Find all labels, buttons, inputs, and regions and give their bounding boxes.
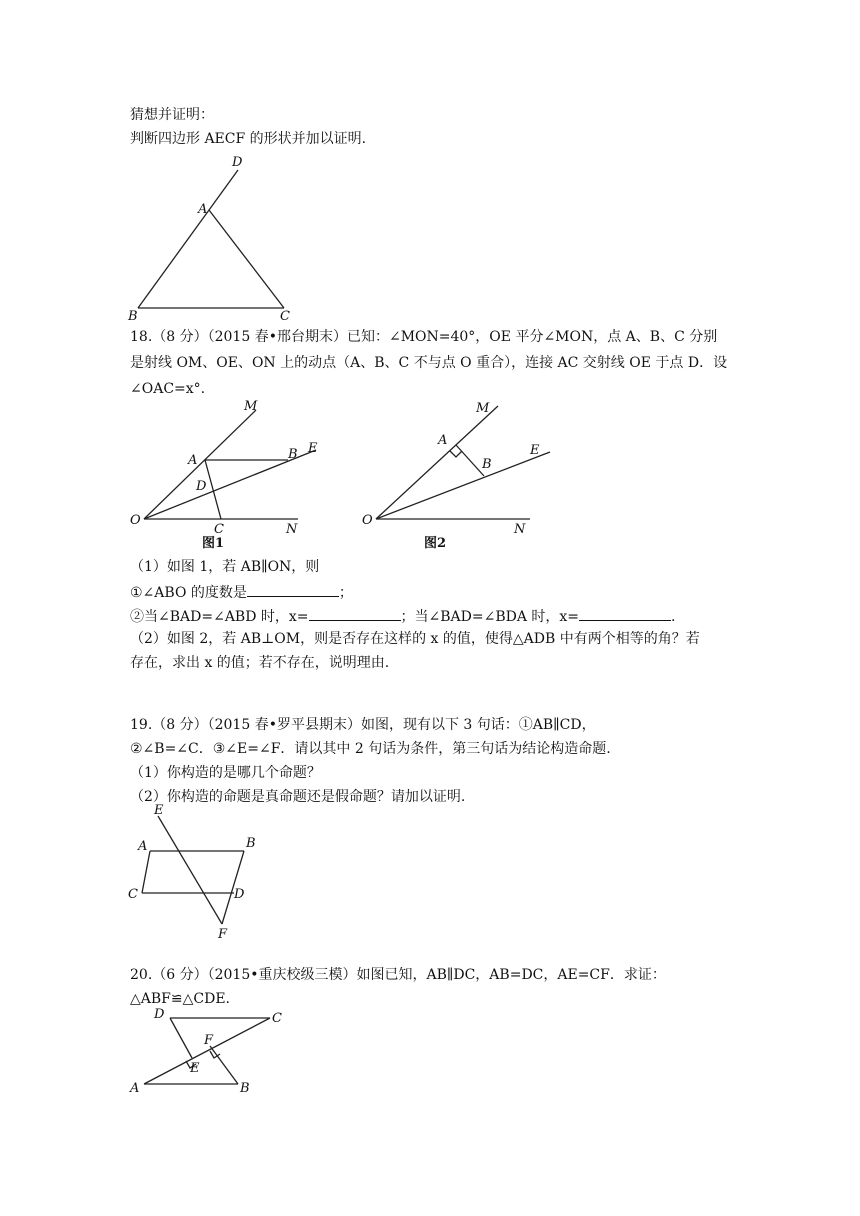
q19-figure xyxy=(124,802,274,944)
label-o: O xyxy=(362,513,373,528)
label-c: C xyxy=(280,309,290,322)
label-m: M xyxy=(244,399,258,414)
q18-intro2: 是射线 OM、OE、ON 上的动点（A、B、C 不与点 O 重合），连接 AC 交射线 OE 于点 D．设 xyxy=(130,355,728,371)
ray-bd xyxy=(138,170,238,308)
label-d: D xyxy=(154,1007,165,1022)
label-a: A xyxy=(188,453,198,468)
q18-part2b: 存在，求出 x 的值；若不存在，说明理由. xyxy=(130,655,390,671)
q18-part1a xyxy=(130,582,353,602)
segment-ab xyxy=(456,445,484,476)
label-f: F xyxy=(218,927,228,942)
label-e: E xyxy=(530,443,540,458)
label-a: A xyxy=(198,202,208,217)
label-m: M xyxy=(476,401,490,416)
label-o: O xyxy=(130,513,141,528)
label-c: C xyxy=(128,887,138,902)
q19-part1: （1）你构造的是哪几个命题？ xyxy=(130,765,321,781)
answer-blank-x1[interactable] xyxy=(309,606,401,621)
label-e: E xyxy=(308,441,318,456)
q18-figure-1 xyxy=(126,396,336,554)
label-a: A xyxy=(438,433,448,448)
label-b: B xyxy=(482,457,492,472)
q18-part1a-text: ①∠ABO 的度数是 xyxy=(130,585,247,601)
fig2-caption: 图2 xyxy=(424,536,447,551)
label-n: N xyxy=(286,522,298,537)
label-e: E xyxy=(190,1061,200,1076)
segment-fb xyxy=(210,1046,238,1084)
q19-intro1: 19.（8 分）（2015 春•罗平县期末）如图，现有以下 3 句话：①AB∥CD， xyxy=(130,717,596,733)
q19-intro2: ②∠B=∠C．③∠E=∠F．请以其中 2 句话为条件，第三句话为结论构造命题. xyxy=(130,741,611,757)
label-f: F xyxy=(204,1033,214,1048)
label-c: C xyxy=(272,1011,282,1026)
right-angle-mark xyxy=(450,451,462,457)
q20-figure xyxy=(124,1002,294,1098)
q18-part1b-mid: ；当∠BAD=∠BDA 时，x= xyxy=(400,609,580,625)
q19-part2: （2）你构造的命题是真命题还是假命题？请加以证明. xyxy=(130,789,466,805)
label-b: B xyxy=(128,309,138,322)
segment-ac xyxy=(142,851,150,893)
label-n: N xyxy=(514,522,526,537)
label-a: A xyxy=(138,839,148,854)
q20-intro1: 20.（6 分）（2015•重庆校级三模）如图已知，AB∥DC，AB=DC，AE=CF．求证： xyxy=(130,967,666,983)
answer-blank-x2[interactable] xyxy=(579,606,671,621)
segment-ef xyxy=(158,816,222,924)
ray-oe xyxy=(376,452,550,519)
q17-triangle-figure xyxy=(126,150,306,322)
q18-part2a: （2）如图 2，若 AB⊥OM，则是否存在这样的 x 的值，使得△ADB 中有两个相等的角？若 xyxy=(130,631,700,647)
label-c: C xyxy=(214,522,224,537)
label-d: D xyxy=(234,887,245,902)
label-d: D xyxy=(196,479,207,494)
label-a: A xyxy=(130,1081,140,1096)
segment-de xyxy=(170,1018,192,1058)
q18-part1b-end: . xyxy=(671,609,676,625)
q18-part1b xyxy=(130,606,675,626)
q17-line2: 判断四边形 AECF 的形状并加以证明. xyxy=(130,131,367,147)
label-e: E xyxy=(154,803,164,818)
q18-intro1: 18.（8 分）（2015 春•邢台期末）已知：∠MON=40°，OE 平分∠MON，点 A、B、C 分别 xyxy=(130,329,718,345)
ray-om xyxy=(144,410,256,519)
q18-intro3: ∠OAC=x°. xyxy=(130,381,206,397)
ray-om xyxy=(376,406,498,519)
label-d: D xyxy=(232,155,243,170)
q18-part1a-end: ； xyxy=(338,585,353,601)
q20-intro2: △ABF≌△CDE. xyxy=(130,991,230,1007)
segment-ac xyxy=(209,210,284,308)
answer-blank-abo[interactable] xyxy=(247,582,339,597)
q18-figure-2 xyxy=(358,396,558,554)
segment-ac xyxy=(144,1018,270,1084)
q17-line1: 猜想并证明： xyxy=(130,107,214,123)
q18-part1: （1）如图 1，若 AB∥ON，则 xyxy=(130,559,320,575)
label-b: B xyxy=(240,1081,250,1096)
fig1-caption: 图1 xyxy=(202,536,225,551)
label-b: B xyxy=(246,836,256,851)
q18-part1b-text: ②当∠BAD=∠ABD 时，x= xyxy=(130,609,309,625)
label-b: B xyxy=(288,447,298,462)
